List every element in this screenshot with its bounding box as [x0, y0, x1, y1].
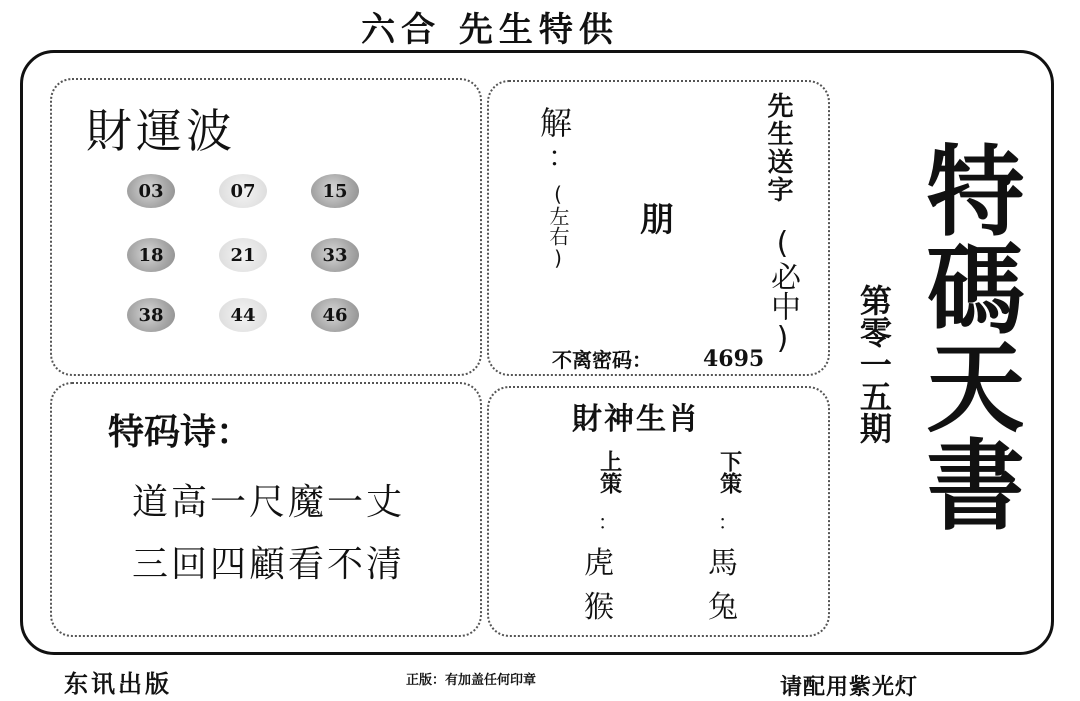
upper-animal-2: 猴	[584, 590, 614, 625]
number-ball: 03	[127, 174, 175, 208]
genuine-note: 正版：有加盖任何印章	[406, 673, 537, 688]
code-value: 4695	[703, 346, 765, 372]
zodiac-title: 財神生肖	[572, 402, 700, 437]
number-ball: 44	[219, 298, 267, 332]
upper-plan-colon: ：	[598, 510, 618, 534]
code-label: 不离密码：	[552, 348, 652, 372]
main-title: 特碼天書	[910, 140, 1025, 532]
number-ball: 21	[219, 238, 267, 272]
lower-plan-label: 下策	[716, 450, 742, 494]
sent-word-label: 先生送字	[763, 92, 793, 204]
number-ball: 33	[311, 238, 359, 272]
number-ball: 15	[311, 174, 359, 208]
fortune-title: 財運波	[86, 104, 236, 158]
uv-light-note: 请配用紫光灯	[780, 675, 919, 700]
lower-animal-2: 兔	[708, 590, 738, 625]
poem-title: 特码诗：	[108, 412, 253, 453]
upper-animal-1: 虎	[584, 546, 614, 581]
issue-number: 第零一五期	[854, 284, 893, 444]
sure-hit-label: (必中)	[765, 226, 800, 356]
riddle-colon: ：	[548, 140, 577, 173]
number-ball: 18	[127, 238, 175, 272]
riddle-hint: (左右)	[546, 182, 570, 270]
poem-line-1: 道高一尺魔一丈	[132, 482, 406, 523]
riddle-answer-char: 朋	[640, 200, 674, 240]
number-ball: 07	[219, 174, 267, 208]
poem-line-2: 三回四顧看不清	[132, 544, 406, 585]
upper-plan-label: 上策	[596, 450, 622, 494]
number-ball: 46	[311, 298, 359, 332]
publisher-label: 东讯出版	[64, 670, 172, 698]
riddle-label: 解	[540, 104, 573, 142]
lower-plan-colon: ：	[718, 510, 738, 534]
lower-animal-1: 馬	[708, 546, 738, 581]
header-title: 六合 先生特供	[361, 10, 619, 50]
number-ball: 38	[127, 298, 175, 332]
